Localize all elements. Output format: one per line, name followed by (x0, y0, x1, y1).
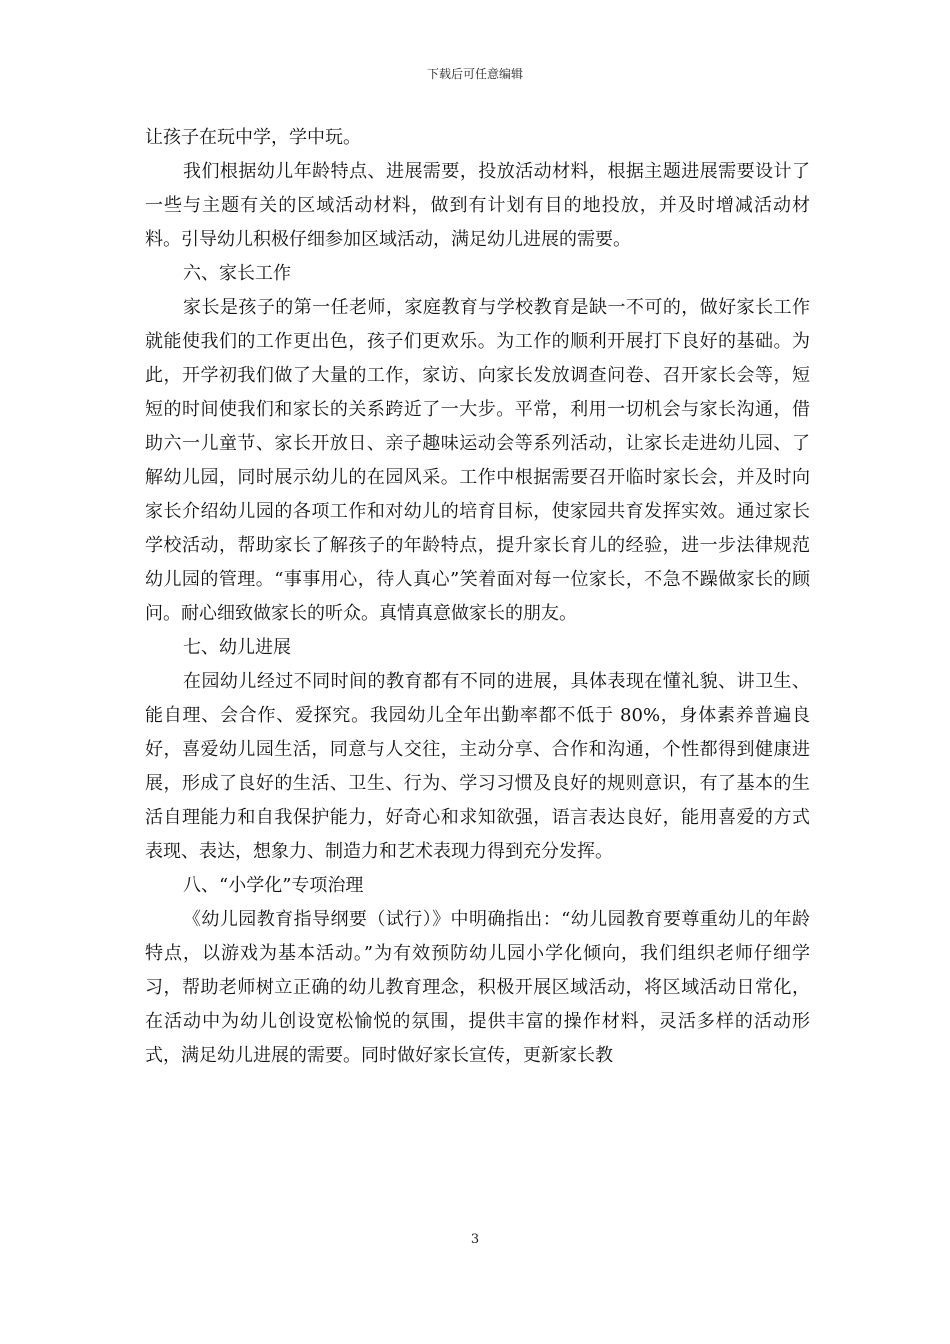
paragraph-parent-work: 家长是孩子的第一任老师，家庭教育与学校教育是缺一不可的，做好家长工作就能使我们的工作更出色，孩子们更欢乐。为工作的顺利开展打下良好的基础。为此，开学初我们做了大量的工作，家访、向家长发放调查问卷、召开家长会等，短短的时间使我们和家长的关系跨近了一大步。平常，利用一切机会与家长沟通，借助六一儿童节、家长开放日、亲子趣味运动会等系列活动，让家长走进幼儿园、了解幼儿园，同时展示幼儿的在园风采。工作中根据需要召开临时家长会，并及时向家长介绍幼儿园的各项工作和对幼儿的培育目标，使家园共育发挥实效。通过家长学校活动，帮助家长了解孩子的年龄特点，提升家长育儿的经验，进一步法律规范幼儿园的管理。“事事用心，待人真心”笑着面对每一位家长，不急不躁做家长的顾问。耐心细致做家长的听众。真情真意做家长的朋友。 (145, 297, 810, 624)
paragraph-primary-school-governance: 《幼儿园教育指导纲要（试行）》中明确指出：“幼儿园教育要尊重幼儿的年龄特点，以游戏为基本活动。”为有效预防幼儿园小学化倾向，我们组织老师仔细学习，帮助老师树立正确的幼儿教育理念，积极开展区域活动，将区域活动日常化，在活动中为幼儿创设宽松愉悦的氛围，提供丰富的操作材料，灵活多样的活动形式，满足幼儿进展的需要。同时做好家长宣传，更新家长教 (145, 909, 810, 1066)
paragraph-area-materials: 我们根据幼儿年龄特点、进展需要，投放活动材料，根据主题进展需要设计了一些与主题有关的区域活动材料，做到有计划有目的地投放，并及时增减活动材料。引导幼儿积极仔细参加区域活动，满足幼儿进展的需要。 (145, 161, 810, 250)
section-heading-primary-school-governance: 八、“小学化”专项治理 (183, 875, 364, 896)
page-number: 3 (470, 1232, 480, 1247)
document-body (145, 121, 810, 1073)
page-header: 下载后可任意编辑 (426, 67, 523, 81)
section-heading-parent-work: 六、家长工作 (183, 263, 291, 284)
paragraph-child-development: 在园幼儿经过不同时间的教育都有不同的进展，具体表现在懂礼貌、讲卫生、能自理、会合作、爱探究。我园幼儿全年出勤率都不低于 80%，身体素养普遍良好，喜爱幼儿园生活，同意与人交往，主动分享、合作和沟通，个性都得到健康进展，形成了良好的生活、卫生、行为、学习习惯及良好的规则意识，有了基本的生活自理能力和自我保护能力，好奇心和求知欲强，语言表达良好，能用喜爱的方式表现、表达，想象力、制造力和艺术表现力得到充分发挥。 (145, 671, 810, 862)
paragraph-continuation: 让孩子在玩中学，学中玩。 (145, 127, 361, 148)
section-heading-child-development: 七、幼儿进展 (183, 637, 291, 658)
